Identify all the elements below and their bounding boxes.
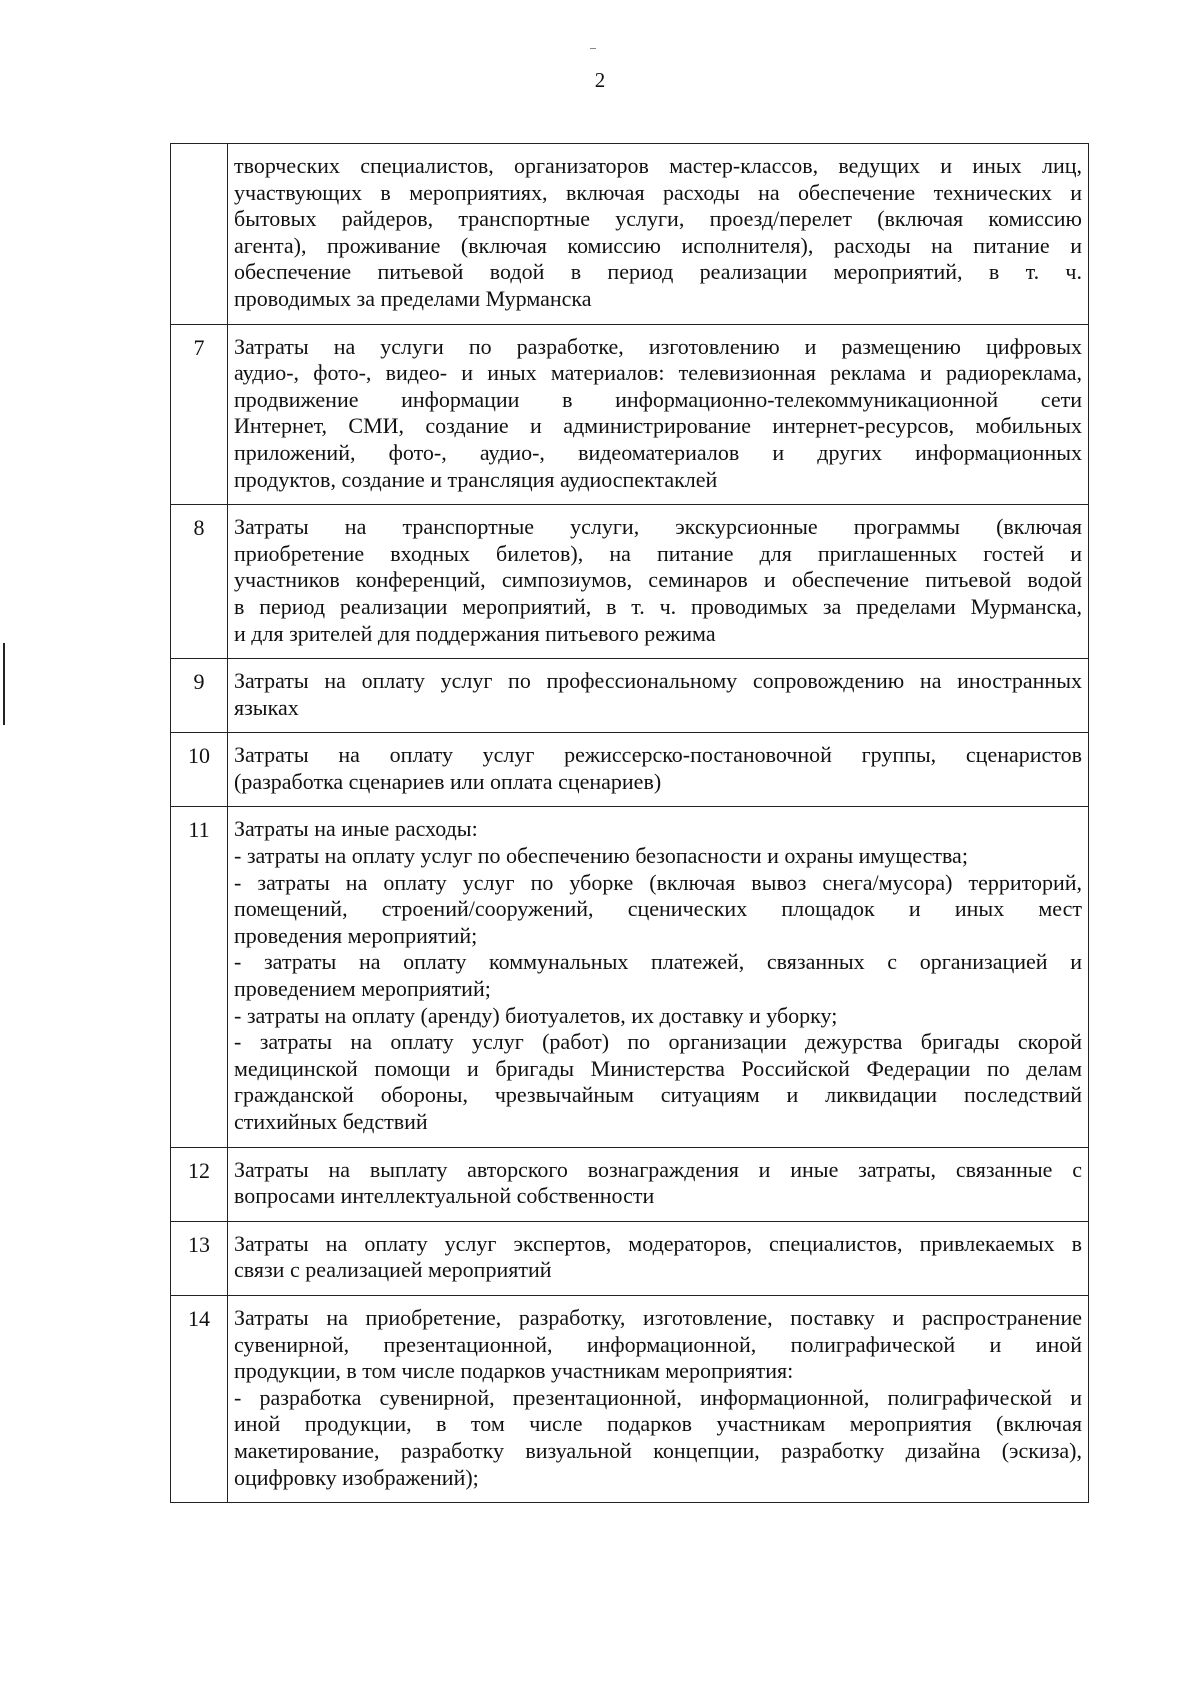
text-line: Затраты на услуги по разработке, изготовлению и размещению цифровых: [234, 333, 1082, 359]
table-row: [171, 1295, 1089, 1502]
row-description: [228, 1295, 1089, 1502]
text-line: Затраты на выплату авторского вознаграждения и иные затраты, связанные с: [234, 1156, 1082, 1182]
text-line: проводимых за пределами Мурманска: [234, 285, 592, 311]
text-line: продвижение информации в информационно-телекоммуникационной сети: [234, 386, 1082, 412]
text-line: оцифровку изображений);: [234, 1464, 479, 1490]
row-number: 12: [171, 1147, 228, 1221]
text-line: (разработка сценариев или оплата сценариев): [234, 768, 662, 794]
text-line: - затраты на оплату услуг по обеспечению безопасности и охраны имущества;: [234, 843, 968, 869]
text-line: связи с реализацией мероприятий: [234, 1257, 552, 1283]
row-number: 9: [171, 659, 228, 733]
text-line: гражданской обороны, чрезвычайным ситуациям и ликвидации последствий: [234, 1082, 1082, 1108]
text-line: участвующих в мероприятиях, включая расходы на обеспечение технических и: [234, 179, 1082, 205]
text-line: в период реализации мероприятий, в т. ч. проводимых за пределами Мурманска,: [234, 593, 1082, 619]
text-line: Затраты на оплату услуг экспертов, модераторов, специалистов, привлекаемых в: [234, 1230, 1082, 1256]
text-line: приобретение входных билетов), на питание для приглашенных гостей и: [234, 540, 1082, 566]
text-line: помещений, строений/сооружений, сценических площадок и иных мест: [234, 896, 1082, 922]
row-description: [228, 659, 1089, 733]
text-line: аудио-, фото-, видео- и иных материалов: телевизионная реклама и радиореклама,: [234, 360, 1082, 386]
table-row: [171, 1147, 1089, 1221]
row-description: [228, 1221, 1089, 1295]
text-line: иной продукции, в том числе подарков участникам мероприятия (включая: [234, 1411, 1082, 1437]
text-line: стихийных бедствий: [234, 1109, 428, 1134]
row-description: [228, 144, 1089, 325]
table-row: [171, 505, 1089, 659]
text-line: бытовых райдеров, транспортные услуги, проезд/перелет (включая комиссию: [234, 206, 1082, 232]
text-line: проведения мероприятий;: [234, 922, 478, 948]
row-number: 11: [171, 807, 228, 1147]
text-line: творческих специалистов, организаторов мастер-классов, ведущих и иных лиц,: [234, 153, 1082, 178]
text-line: проведением мероприятий;: [234, 976, 491, 1002]
text-line: Затраты на оплату услуг по профессиональному сопровождению на иностранных: [234, 668, 1082, 694]
text-line: вопросами интеллектуальной собственности: [234, 1183, 655, 1209]
text-line: Затраты на оплату услуг режиссерско-постановочной группы, сценаристов: [234, 742, 1082, 768]
row-description: [228, 505, 1089, 659]
row-description: [228, 1147, 1089, 1221]
row-number: 7: [171, 324, 228, 505]
text-line: Затраты на приобретение, разработку, изготовление, поставку и распространение: [234, 1304, 1082, 1330]
table-row: [171, 144, 1089, 325]
row-number: 8: [171, 505, 228, 659]
expenses-table: [170, 143, 1089, 1503]
row-number: 14: [171, 1295, 228, 1502]
text-line: и для зрителей для поддержания питьевого режима: [234, 620, 716, 646]
text-line: языках: [234, 694, 299, 720]
binding-margin-line: [3, 643, 5, 725]
text-line: продукции, в том числе подарков участникам мероприятия:: [234, 1358, 794, 1384]
text-line: медицинской помощи и бригады Министерства Российской Федерации по делам: [234, 1055, 1082, 1081]
row-number: [171, 144, 228, 325]
text-line: макетирование, разработку визуальной концепции, разработку дизайна (эскиза),: [234, 1437, 1082, 1463]
text-line: сувенирной, презентационной, информационной, полиграфической и иной: [234, 1331, 1082, 1357]
text-line: Интернет, СМИ, создание и администрирование интернет-ресурсов, мобильных: [234, 413, 1082, 439]
row-number: 13: [171, 1221, 228, 1295]
text-line: - затраты на оплату услуг по уборке (включая вывоз снега/мусора) территорий,: [234, 869, 1082, 895]
row-description: [228, 733, 1089, 807]
page-number: 2: [594, 68, 606, 92]
text-line: продуктов, создание и трансляция аудиоспектаклей: [234, 466, 718, 492]
text-line: обеспечение питьевой водой в период реализации мероприятий, в т. ч.: [234, 259, 1082, 285]
table-row: [171, 324, 1089, 505]
text-line: Затраты на транспортные услуги, экскурсионные программы (включая: [234, 514, 1082, 540]
text-line: приложений, фото-, аудио-, видеоматериалов и других информационных: [234, 439, 1082, 465]
text-line: - разработка сувенирной, презентационной, информационной, полиграфической и: [234, 1384, 1082, 1410]
scan-artifact-mark: [590, 48, 596, 49]
table-row: [171, 659, 1089, 733]
text-line: участников конференций, симпозиумов, семинаров и обеспечение питьевой водой: [234, 567, 1082, 593]
text-line: - затраты на оплату коммунальных платежей, связанных с организацией и: [234, 949, 1082, 975]
table-row: [171, 807, 1089, 1147]
row-description: [228, 324, 1089, 505]
row-number: 10: [171, 733, 228, 807]
text-line: агента), проживание (включая комиссию исполнителя), расходы на питание и: [234, 232, 1082, 258]
expenses-table-body: [171, 144, 1089, 1503]
table-row: [171, 1221, 1089, 1295]
text-line: Затраты на иные расходы:: [234, 816, 478, 842]
text-line: - затраты на оплату услуг (работ) по организации дежурства бригады скорой: [234, 1029, 1082, 1055]
table-row: [171, 733, 1089, 807]
row-description: [228, 807, 1089, 1147]
text-line: - затраты на оплату (аренду) биотуалетов, их доставку и уборку;: [234, 1002, 838, 1028]
